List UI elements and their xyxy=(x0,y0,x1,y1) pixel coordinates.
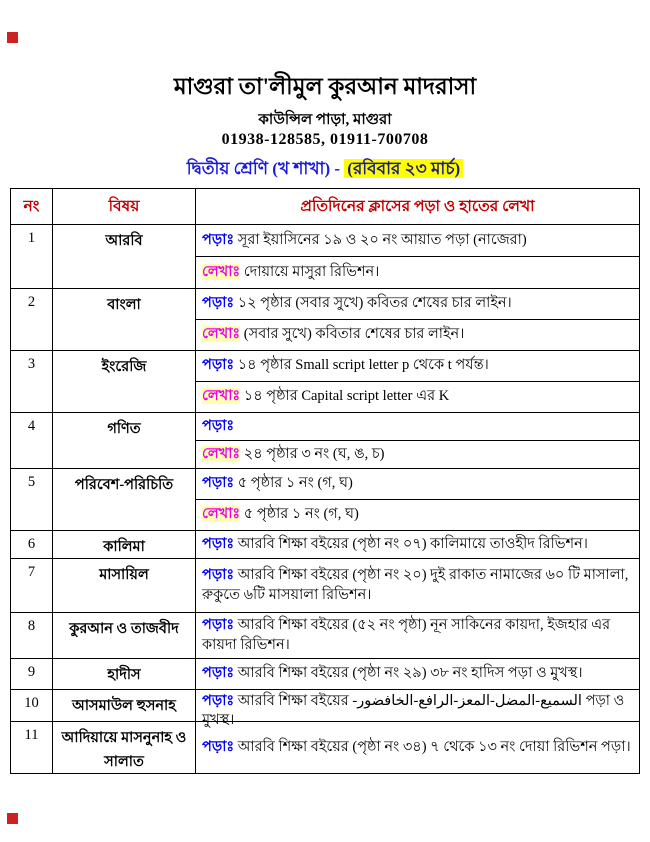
table-header-row xyxy=(11,189,639,224)
lesson-entry-read xyxy=(196,531,639,558)
subject-cell: হাদীস xyxy=(53,659,196,689)
date-badge: (রবিবার ২৩ মার্চ) xyxy=(344,159,463,178)
table-row xyxy=(11,468,639,530)
lesson-entry-write xyxy=(196,499,639,530)
table-row xyxy=(11,412,639,468)
read-label: পড়াঃ xyxy=(202,617,235,634)
write-label: লেখাঃ xyxy=(202,506,241,523)
lesson-entry-write xyxy=(196,381,639,412)
lesson-entry-write xyxy=(196,440,639,468)
class-section-line xyxy=(0,156,650,184)
madrasa-address: কাউন্সিল পাড়া, মাগুরা xyxy=(258,112,392,128)
read-label: পড়াঃ xyxy=(202,738,235,755)
subject-cell: গণিত xyxy=(53,413,196,468)
subject-cell: মাসায়িল xyxy=(53,559,196,612)
madrasa-title: মাগুরা তা'লীমুল কুরআন মাদরাসা xyxy=(173,74,477,99)
lesson-text: আরবি শিক্ষা বইয়ের (পৃষ্ঠা নং ২৯) ৩৮ নং হাদিস পড়া ও মুখস্থ। xyxy=(237,665,583,682)
write-label: লেখাঃ xyxy=(202,326,241,343)
col-header-lessons: প্রতিদিনের ক্লাসের পড়া ও হাতের লেখা xyxy=(300,197,535,215)
subject-cell: পরিবেশ-পরিচিতি xyxy=(53,469,196,530)
lesson-text: ৫ পৃষ্ঠার ১ নং (গ, ঘ) xyxy=(237,475,353,492)
row-number: 10 xyxy=(11,690,53,721)
lesson-entry-read xyxy=(196,659,639,689)
lesson-text: ১৪ পৃষ্ঠার Capital script letter এর K xyxy=(243,388,450,405)
lesson-text: ৫ পৃষ্ঠার ১ নং (গ, ঘ) xyxy=(243,506,359,523)
lesson-entry-read xyxy=(196,351,639,381)
subject-cell: ইংরেজি xyxy=(53,351,196,412)
lesson-text: ২৪ পৃষ্ঠার ৩ নং (ঘ, ঙ, চ) xyxy=(243,445,385,462)
lesson-entry-read xyxy=(196,413,639,440)
col-header-no: নং xyxy=(11,189,53,224)
table-row xyxy=(11,288,639,350)
table-row xyxy=(11,689,639,729)
row-number: 1 xyxy=(11,225,53,288)
read-label: পড়াঃ xyxy=(202,693,235,709)
subject-cell: আরবি xyxy=(53,225,196,288)
table-row xyxy=(11,558,639,612)
lesson-entry-read xyxy=(196,559,639,612)
row-number: 5 xyxy=(11,469,53,530)
lesson-entry-read xyxy=(196,613,639,658)
read-label: পড়াঃ xyxy=(202,567,235,584)
row-number: 2 xyxy=(11,289,53,350)
lesson-entry-write xyxy=(196,256,639,288)
lesson-text: ১৪ পৃষ্ঠার Small script letter p থেকে t পর্যন্ত। xyxy=(237,357,489,374)
lesson-entry-read xyxy=(196,289,639,319)
table-row xyxy=(11,721,639,773)
lesson-text: আরবি শিক্ষা বইয়ের (৫২ নং পৃষ্ঠা) নূন সাকিনের কায়দা, ইজহার এর কায়দা রিভিশন। xyxy=(202,617,611,653)
red-page-marker-top xyxy=(7,32,18,43)
class-label: দ্বিতীয় শ্রেণি (খ শাখা) - xyxy=(186,159,345,178)
table-row xyxy=(11,612,639,658)
write-label: লেখাঃ xyxy=(202,388,241,405)
lesson-text: আরবি শিক্ষা বইয়ের (পৃষ্ঠা নং ০৭) কালিমায়ে তাওহীদ রিভিশন। xyxy=(237,535,588,552)
red-page-marker-bottom xyxy=(7,813,18,824)
read-label: পড়াঃ xyxy=(202,231,235,248)
table-row xyxy=(11,224,639,288)
row-number: 7 xyxy=(11,559,53,612)
lesson-text: আরবি শিক্ষা বইয়ের (পৃষ্ঠা নং ৩৪) ৭ থেকে ১৩ নং দোয়া রিভিশন পড়া। xyxy=(237,738,631,755)
read-label: পড়াঃ xyxy=(202,357,235,374)
lesson-text: পড়া ও মুখস্থ। xyxy=(202,693,625,729)
subject-cell: কুরআন ও তাজবীদ xyxy=(53,613,196,658)
row-number: 4 xyxy=(11,413,53,468)
homework-table xyxy=(10,188,640,774)
row-number: 3 xyxy=(11,351,53,412)
lesson-entry-read xyxy=(196,722,639,773)
table-row xyxy=(11,658,639,689)
subject-cell: আসমাউল হুসনাহ xyxy=(53,690,196,721)
read-label: পড়াঃ xyxy=(202,417,235,434)
read-label: পড়াঃ xyxy=(202,475,235,492)
subject-cell: বাংলা xyxy=(53,289,196,350)
read-label: পড়াঃ xyxy=(202,535,235,552)
lesson-text: ১২ পৃষ্ঠার (সবার সুখে) কবিতর শেষের চার লাইন। xyxy=(237,295,512,312)
col-header-subject: বিষয় xyxy=(53,189,196,224)
table-row xyxy=(11,530,639,558)
arabic-names-text: السميع-المضل-المعز-الرافع-الخافضور- xyxy=(352,693,582,709)
subject-cell: আদিয়ায়ে মাসনুনাহ ও সালাত xyxy=(53,722,196,773)
lesson-text: আরবি শিক্ষা বইয়ের xyxy=(237,693,353,709)
lesson-entry-write xyxy=(196,319,639,350)
row-number: 6 xyxy=(11,531,53,558)
subject-cell: কালিমা xyxy=(53,531,196,558)
lesson-entry-read xyxy=(196,469,639,499)
lesson-text: দোয়ায়ে মাসুরা রিভিশন। xyxy=(243,263,380,280)
write-label: লেখাঃ xyxy=(202,263,241,280)
lesson-text: সূরা ইয়াসিনের ১৯ ও ২০ নং আয়াত পড়া (নাজেরা) xyxy=(237,231,527,248)
row-number: 9 xyxy=(11,659,53,689)
phone-numbers: 01938-128585, 01911-700708 xyxy=(221,131,429,148)
lesson-text: (সবার সুখে) কবিতার শেষের চার লাইন। xyxy=(243,326,465,343)
lesson-entry-read xyxy=(196,225,639,256)
lesson-text: আরবি শিক্ষা বইয়ের (পৃষ্ঠা নং ২০) দুই রাকাত নামাজের ৬০ টি মাসালা, রুকুতে ৬টি মাসয়ালা রিভিশন। xyxy=(202,567,629,603)
read-label: পড়াঃ xyxy=(202,665,235,682)
write-label: লেখাঃ xyxy=(202,445,241,462)
row-number: 8 xyxy=(11,613,53,658)
table-row xyxy=(11,350,639,412)
row-number: 11 xyxy=(11,722,53,773)
read-label: পড়াঃ xyxy=(202,295,235,312)
